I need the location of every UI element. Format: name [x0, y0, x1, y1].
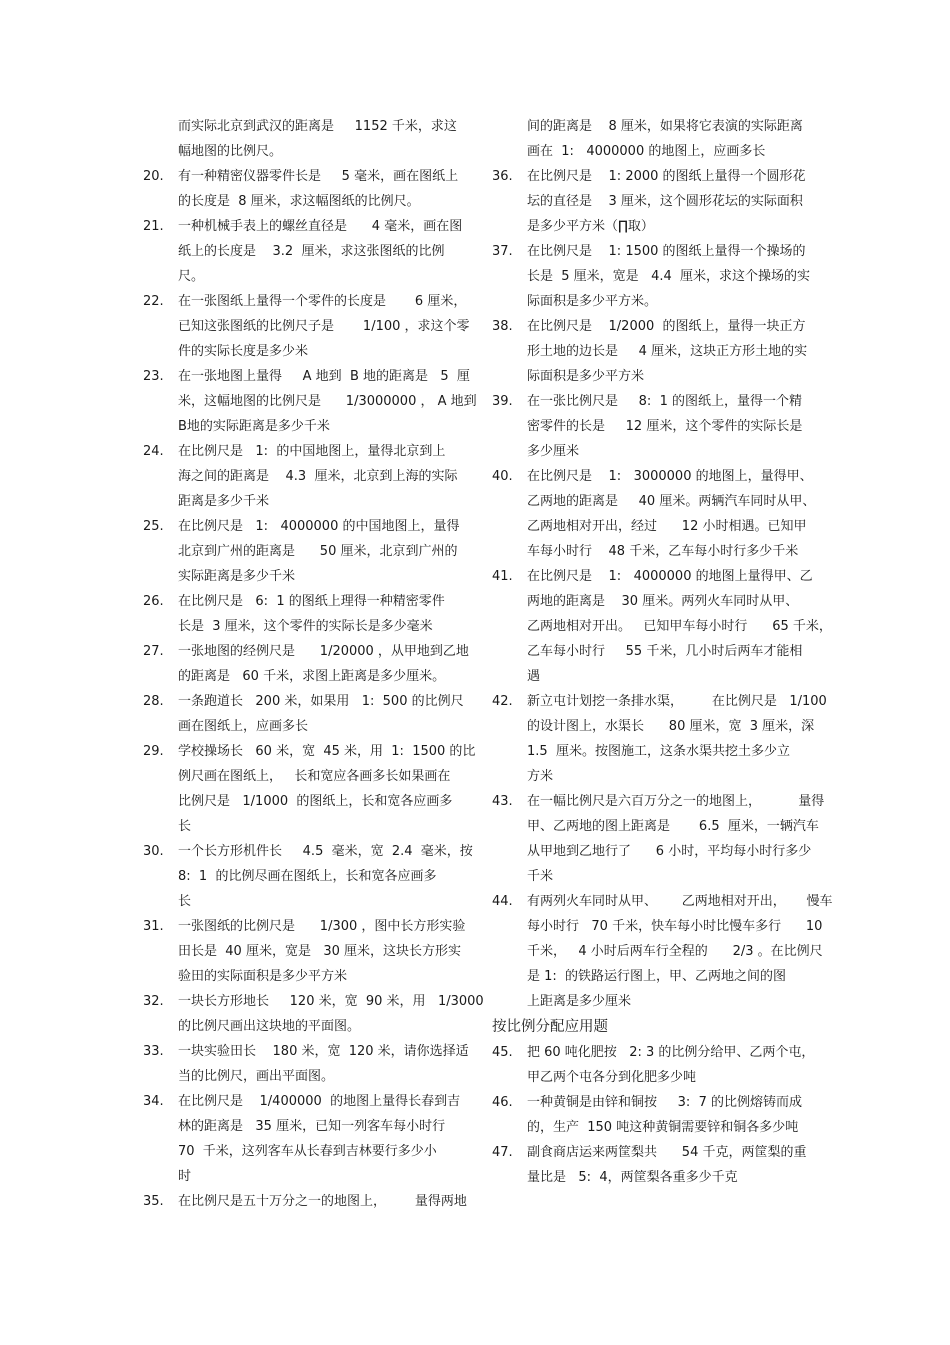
problem-text: 海之间的距离是 4.3 厘米，北京到上海的实际	[178, 469, 458, 484]
problem-number: 28.	[143, 694, 164, 709]
problem-text: 在比例尺是 1: 4000000 的中国地图上，量得	[178, 519, 460, 534]
problem-line	[143, 214, 473, 239]
problem-line	[143, 989, 484, 1014]
problem-line	[143, 1039, 473, 1064]
problem-number: 20.	[143, 169, 164, 184]
problem-line	[143, 939, 473, 964]
problem-text: 每小时行 70 千米，快车每小时比慢车多行 10	[527, 919, 823, 934]
problem-line	[492, 514, 822, 539]
problem-line	[492, 839, 822, 864]
problem-text: 有一种精密仪器零件长是 5 毫米，画在图纸上	[178, 169, 459, 184]
problem-line	[492, 289, 822, 314]
problem-line	[492, 239, 822, 264]
problem-text: 已知这张图纸的比例尺子是 1/100 ，求这个零	[178, 319, 470, 334]
problem-number: 21.	[143, 219, 164, 234]
problem-text: 新立屯计划挖一条排水渠， 在比例尺是 1/100	[527, 694, 827, 709]
problem-line	[492, 589, 822, 614]
section-heading: 按比例分配应用题	[492, 1019, 608, 1035]
problem-item	[143, 839, 473, 914]
problem-line	[143, 239, 473, 264]
problem-item	[143, 439, 473, 514]
problem-item	[143, 289, 473, 364]
problem-number: 26.	[143, 594, 164, 609]
problem-line	[492, 664, 822, 689]
problem-item	[143, 914, 473, 989]
problem-text: 一块长方形地长 120 米，宽 90 米，用 1/3000	[178, 994, 484, 1009]
problem-text: 的，生产 150 吨这种黄铜需要锌和铜各多少吨	[527, 1120, 799, 1135]
problem-line	[492, 264, 822, 289]
problem-text: 乙车每小时行 55 千米，几小时后两车才能相	[527, 644, 803, 659]
problem-line	[492, 389, 822, 414]
problem-line	[143, 689, 473, 714]
problem-item	[143, 164, 473, 214]
problem-line	[492, 764, 822, 789]
problem-text: 长是 5 厘米，宽是 4.4 厘米，求这个操场的实	[527, 269, 811, 284]
problem-line	[492, 739, 822, 764]
problem-line	[492, 1165, 822, 1190]
problem-line	[143, 914, 473, 939]
problem-text: 的比例尺画出这块地的平面图。	[178, 1019, 361, 1034]
problem-line	[143, 389, 477, 414]
problem-line	[143, 339, 473, 364]
problem-item	[492, 114, 822, 164]
problem-number: 39.	[492, 394, 513, 409]
problem-number: 45.	[492, 1045, 513, 1060]
problem-line	[143, 1164, 473, 1189]
problem-number: 22.	[143, 294, 164, 309]
problem-text: 画在 1: 4000000 的地图上，应画多长	[527, 144, 766, 159]
problem-number: 41.	[492, 569, 513, 584]
problem-text: 把 60 吨化肥按 2: 3 的比例分给甲、乙两个屯，	[527, 1045, 815, 1060]
problem-text: 在一张图纸上量得一个零件的长度是 6 厘米，	[178, 294, 467, 309]
problem-text: 幅地图的比例尺。	[178, 144, 283, 159]
problem-text: 画在图纸上，应画多长	[178, 719, 309, 734]
problem-text: 田长是 40 厘米，宽是 30 厘米，这块长方形实	[178, 944, 462, 959]
problem-text: 形土地的边长是 4 厘米，这块正方形土地的实	[527, 344, 808, 359]
problem-item	[492, 239, 822, 314]
problem-line	[143, 539, 473, 564]
problem-number: 31.	[143, 919, 164, 934]
problem-line	[492, 964, 822, 989]
problem-number: 38.	[492, 319, 513, 334]
problem-line	[492, 464, 822, 489]
problem-number: 29.	[143, 744, 164, 759]
problem-line	[492, 489, 822, 514]
problem-text: 长是 3 厘米，这个零件的实际长是多少毫米	[178, 619, 433, 634]
problem-line	[143, 564, 473, 589]
problem-line	[143, 739, 476, 764]
problem-line	[492, 989, 822, 1014]
problem-item	[143, 639, 473, 689]
problem-number: 43.	[492, 794, 513, 809]
problem-item	[143, 1039, 473, 1089]
problem-line	[143, 639, 473, 664]
problem-line	[143, 839, 473, 864]
problem-number: 47.	[492, 1145, 513, 1160]
problem-line	[492, 139, 822, 164]
problem-item	[143, 739, 476, 839]
problem-text: 在比例尺是 1: 2000 的图纸上量得一个圆形花	[527, 169, 806, 184]
problem-line	[143, 114, 473, 139]
problem-line	[492, 1040, 822, 1065]
problem-line	[143, 589, 473, 614]
problem-text: 方米	[527, 769, 554, 784]
problem-text: 实际距离是多少千米	[178, 569, 296, 584]
problem-text: 长	[178, 894, 192, 909]
problem-text: 从甲地到乙地行了 6 小时，平均每小时行多少	[527, 844, 812, 859]
problem-text: 乙两地相对开出，经过 12 小时相遇。已知甲	[527, 519, 807, 534]
problem-line	[143, 289, 473, 314]
problem-line	[143, 1139, 473, 1164]
problem-text: 在比例尺是 1/2000 的图纸上，量得一块正方	[527, 319, 806, 334]
problem-text: 量比是 5: 4，两筐梨各重多少千克	[527, 1170, 738, 1185]
problem-text: 的距离是 60 千米，求图上距离是多少厘米。	[178, 669, 446, 684]
problem-line	[492, 339, 822, 364]
problem-item	[143, 589, 473, 639]
problem-text: 一种黄铜是由锌和铜按 3: 7 的比例熔铸而成	[527, 1095, 802, 1110]
problem-item	[492, 789, 825, 889]
problem-text: 千米	[527, 869, 554, 884]
problem-text: 比例尺是 1/1000 的图纸上，长和宽各应画多	[178, 794, 453, 809]
problem-line	[492, 439, 822, 464]
problem-number: 42.	[492, 694, 513, 709]
problem-line	[143, 414, 473, 439]
problem-line	[143, 1114, 473, 1139]
problem-line	[143, 439, 473, 464]
problem-item	[143, 514, 473, 589]
problem-text: 坛的直径是 3 厘米，这个圆形花坛的实际面积	[527, 194, 803, 209]
problem-number: 37.	[492, 244, 513, 259]
problem-text: 林的距离是 35 厘米，已知一列客车每小时行	[178, 1119, 446, 1134]
problem-line	[492, 689, 827, 714]
problem-number: 25.	[143, 519, 164, 534]
problem-number: 27.	[143, 644, 164, 659]
problem-line	[143, 1189, 473, 1214]
problem-item	[492, 889, 833, 1014]
problem-line	[492, 889, 833, 914]
problem-line	[492, 614, 832, 639]
problem-text: 的长度是 8 厘米，求这幅图纸的比例尺。	[178, 194, 420, 209]
problem-text: 长	[178, 819, 192, 834]
problem-line	[143, 889, 473, 914]
problem-line	[492, 114, 822, 139]
problem-item	[492, 1140, 822, 1190]
problem-line	[492, 539, 822, 564]
problem-text: 在一张比例尺是 8: 1 的图纸上，量得一个精	[527, 394, 802, 409]
problem-text: 一种机械手表上的螺丝直径是 4 毫米，画在图	[178, 219, 463, 234]
problem-item	[492, 1040, 822, 1090]
problem-text: 一块实验田长 180 米，宽 120 米，请你选择适	[178, 1044, 469, 1059]
problem-line	[143, 614, 473, 639]
problem-line	[143, 789, 473, 814]
problem-text: 米，这幅地图的比例尺是 1/3000000 ， A 地到	[178, 394, 477, 409]
problem-number: 24.	[143, 444, 164, 459]
problem-number: 44.	[492, 894, 513, 909]
problem-line	[143, 764, 473, 789]
problem-text: 在比例尺是 1/400000 的地图上量得长春到吉	[178, 1094, 461, 1109]
problem-item	[492, 1090, 822, 1140]
problem-text: 密零件的长是 12 厘米，这个零件的实际长是	[527, 419, 803, 434]
problem-line	[143, 314, 473, 339]
problem-line	[492, 639, 822, 664]
problem-text: 当的比例尺，画出平面图。	[178, 1069, 335, 1084]
problem-text: 多少厘米	[527, 444, 580, 459]
problem-line	[492, 164, 822, 189]
problem-line	[492, 914, 822, 939]
problem-number: 32.	[143, 994, 164, 1009]
problem-text: 而实际北京到武汉的距离是 1152 千米，求这	[178, 119, 457, 134]
problem-number: 35.	[143, 1194, 164, 1209]
problem-line	[143, 514, 473, 539]
problem-line	[143, 964, 473, 989]
problem-text: 在比例尺是 1: 的中国地图上，量得北京到上	[178, 444, 446, 459]
problem-line	[492, 189, 822, 214]
problem-text: 8: 1 的比例尽画在图纸上，长和宽各应画多	[178, 869, 437, 884]
problem-text: 一个长方形机件长 4.5 毫米，宽 2.4 毫米，按	[178, 844, 473, 859]
problem-line	[492, 314, 822, 339]
problem-text: 副食商店运来两筐梨共 54 千克，两筐梨的重	[527, 1145, 807, 1160]
problem-text: 一张图纸的比例尺是 1/300 ，图中长方形实验	[178, 919, 466, 934]
problem-item	[492, 314, 822, 389]
problem-line	[143, 364, 473, 389]
problem-text: 上距离是多少厘米	[527, 994, 632, 1009]
problem-line	[143, 464, 473, 489]
problem-item	[143, 114, 473, 164]
problem-text: 一条跑道长 200 米，如果用 1: 500 的比例尺	[178, 694, 464, 709]
problem-number: 30.	[143, 844, 164, 859]
problem-line	[492, 789, 825, 814]
problem-line	[143, 139, 473, 164]
problem-text: 甲乙两个屯各分到化肥多少吨	[527, 1070, 697, 1085]
problem-item	[492, 464, 822, 564]
problem-text: B地的实际距离是多少千米	[178, 419, 330, 434]
problem-item	[143, 364, 477, 439]
problem-item	[143, 1089, 473, 1189]
problem-text: 在一幅比例尺是六百万分之一的地图上， 量得	[527, 794, 825, 809]
problem-text: 件的实际长度是多少米	[178, 344, 309, 359]
problem-line	[143, 164, 473, 189]
problem-text: 70 千米，这列客车从长春到吉林要行多少小	[178, 1144, 437, 1159]
problem-text: 际面积是多少平方米	[527, 369, 645, 384]
problem-text: 尺。	[178, 269, 205, 284]
problem-item	[143, 1189, 473, 1214]
problem-line	[492, 1115, 822, 1140]
problem-number: 40.	[492, 469, 513, 484]
problem-item	[492, 564, 832, 689]
problem-item	[143, 214, 473, 289]
left-column	[143, 114, 484, 1214]
problem-line	[492, 214, 822, 239]
problem-text: 北京到广州的距离是 50 厘米，北京到广州的	[178, 544, 458, 559]
problem-text: 千米， 4 小时后两车行全程的 2/3 。在比例尺	[527, 944, 823, 959]
problem-number: 34.	[143, 1094, 164, 1109]
problem-line	[143, 189, 473, 214]
problem-line	[143, 1064, 473, 1089]
problem-line	[492, 1090, 822, 1115]
problem-line	[492, 364, 822, 389]
problem-item	[143, 989, 484, 1039]
problem-text: 两地的距离是 30 厘米。两列火车同时从甲、	[527, 594, 799, 609]
right-column	[492, 114, 833, 1190]
problem-line	[143, 489, 473, 514]
problem-text: 距离是多少千米	[178, 494, 270, 509]
problem-line	[492, 864, 822, 889]
problem-text: 在一张地图上量得 A 地到 B 地的距离是 5 厘	[178, 369, 470, 384]
problem-line	[492, 414, 822, 439]
problem-line	[143, 264, 473, 289]
problem-text: 在比例尺是 1: 1500 的图纸上量得一个操场的	[527, 244, 806, 259]
problem-text: 间的距离是 8 厘米，如果将它表演的实际距离	[527, 119, 803, 134]
problem-item	[492, 164, 822, 239]
problem-item	[143, 689, 473, 739]
problem-text: 验田的实际面积是多少平方米	[178, 969, 348, 984]
problem-number: 33.	[143, 1044, 164, 1059]
problem-line	[492, 1140, 822, 1165]
problem-line	[143, 1089, 473, 1114]
problem-line	[143, 864, 473, 889]
problem-line	[143, 814, 473, 839]
problem-line	[492, 714, 822, 739]
problem-line	[492, 564, 822, 589]
problem-text: 例尺画在图纸上， 长和宽应各画多长如果画在	[178, 769, 451, 784]
problem-text: 一张地图的经例尺是 1/20000 ，从甲地到乙地	[178, 644, 469, 659]
problem-text: 学校操场长 60 米，宽 45 米，用 1: 1500 的比	[178, 744, 476, 759]
problem-number: 36.	[492, 169, 513, 184]
problem-line	[143, 664, 473, 689]
problem-line	[492, 814, 822, 839]
problem-item	[492, 689, 827, 789]
problem-line	[143, 1014, 473, 1039]
problem-text: 在比例尺是 6: 1 的图纸上理得一种精密零件	[178, 594, 445, 609]
problem-text: 乙两地相对开出。 已知甲车每小时行 65 千米，	[527, 619, 832, 634]
problem-text: 乙两地的距离是 40 厘米。两辆汽车同时从甲、	[527, 494, 816, 509]
problem-line	[143, 714, 473, 739]
problem-text: 时	[178, 1169, 192, 1184]
problem-text: 在比例尺是五十万分之一的地图上， 量得两地	[178, 1194, 467, 1209]
problem-number: 46.	[492, 1095, 513, 1110]
problem-line	[492, 1065, 822, 1090]
problem-text: 是 1: 的铁路运行图上，甲、乙两地之间的图	[527, 969, 787, 984]
problem-number: 23.	[143, 369, 164, 384]
problem-text: 车每小时行 48 千米，乙车每小时行多少千米	[527, 544, 799, 559]
problem-text: 在比例尺是 1: 3000000 的地图上，量得甲、	[527, 469, 813, 484]
problem-line	[492, 939, 822, 964]
problem-text: 甲、乙两地的图上距离是 6.5 厘米，一辆汽车	[527, 819, 819, 834]
problem-text: 遇	[527, 669, 541, 684]
problem-text: 是多少平方米（∏取）	[527, 219, 654, 234]
problem-text: 1.5 厘米。按图施工，这条水渠共挖土多少立	[527, 744, 790, 759]
problem-item	[492, 389, 822, 464]
problem-text: 的设计图上，水渠长 80 厘米，宽 3 厘米，深	[527, 719, 815, 734]
problem-text: 有两列火车同时从甲、 乙两地相对开出， 慢车	[527, 894, 833, 909]
problem-text: 在比例尺是 1: 4000000 的地图上量得甲、乙	[527, 569, 813, 584]
problem-text: 际面积是多少平方米。	[527, 294, 658, 309]
problem-text: 纸上的长度是 3.2 厘米，求这张图纸的比例	[178, 244, 445, 259]
